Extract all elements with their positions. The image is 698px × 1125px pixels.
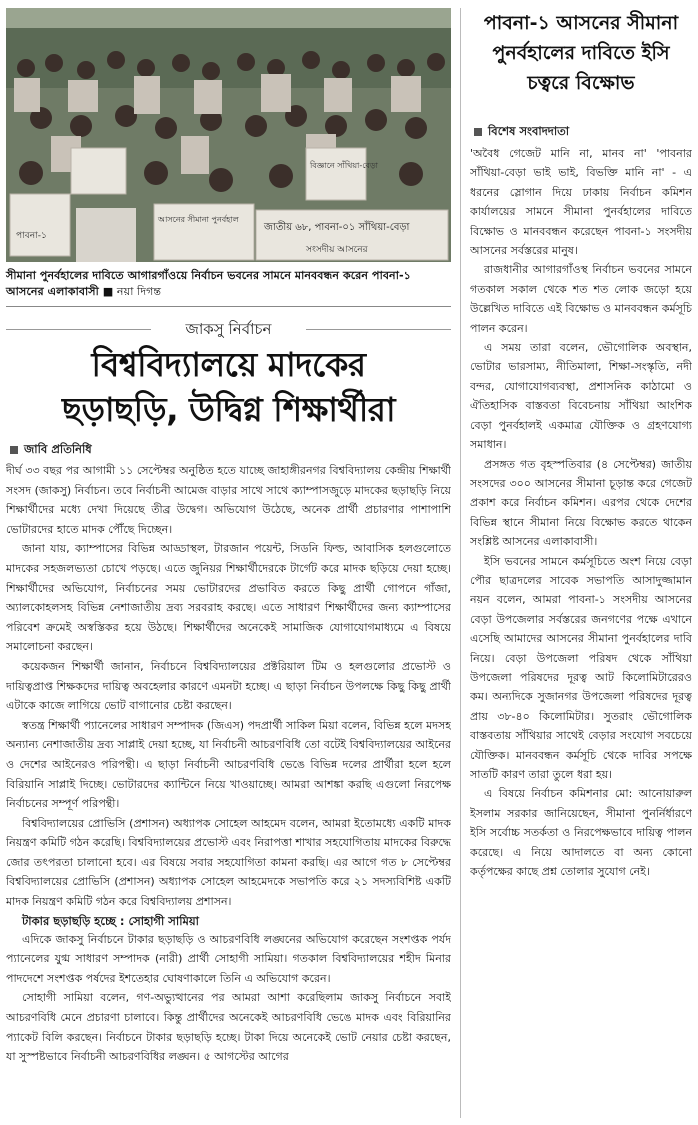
main-headline bbox=[6, 342, 451, 432]
main-paragraph: এদিকে জাকসু নির্বাচনে টাকার ছড়াছড়ি ও আচরণবিধি লঙ্ঘনের অভিযোগ করেছেন সংশপ্তক পর্যদ প্যানেলের যুগ্ম সাধারণ সম্পাদক (নারী) প্রার্থী সোহাগী সামিয়া। গতকাল বিশ্ববিদ্যালয়ের শহীদ মিনার পাদদেশে সংশপ্তক পর্ষদের ইশতেহার ঘোষণাকালে তিনি এ অভিযোগ করেন। bbox=[6, 932, 451, 985]
headline-line-1: বিশ্ববিদ্যালয়ে মাদকের bbox=[91, 345, 366, 384]
caption-divider bbox=[6, 306, 451, 307]
placard-text-5: বিজ্ঞানে সাঁথিয়া-বেড়া bbox=[310, 161, 378, 170]
main-byline-text: জাবি প্রতিনিধি bbox=[24, 442, 92, 456]
side-headline: পাবনা-১ আসনের সীমানা পুনর্বহালের দাবিতে ইসি চত্বরে বিক্ষোভ bbox=[483, 12, 679, 94]
caption-credit: ■ নয়া দিগন্ত bbox=[102, 285, 162, 298]
bullet-square-icon bbox=[10, 446, 18, 454]
story-kicker: জাকসু নির্বাচন bbox=[185, 320, 272, 338]
side-paragraph: রাজধানীর আগারগাঁওস্থ নির্বাচন ভবনের সামনে গতকাল সকাল থেকে শত শত লোক জড়ো হয়ে উল্লেখিত দাবিতে এই বিক্ষোভ ও মানববন্ধন কর্মসূচি পালন করেন। bbox=[470, 263, 692, 335]
main-story-body bbox=[6, 461, 451, 1125]
bullet-square-icon bbox=[474, 128, 482, 136]
main-paragraph: দীর্ঘ ৩৩ বছর পর আগামী ১১ সেপ্টেম্বর অনুষ্ঠিত হতে যাচ্ছে জাহাঙ্গীরনগর বিশ্ববিদ্যালয় কেন্দ্রীয় শিক্ষার্থী সংসদ (জাকসু) নির্বাচন। তবে নির্বাচনী আমেজ বাড়ার সাথে সাথে ক্যাম্পাসজুড়ে মাদকের ছড়াছড়ি নিয়ে শিক্ষার্থীদের মধ্যে দেখা দিয়েছে তীব্র উদ্বেগ। অভিযোগ উঠেছে, অনেক প্রার্থী প্রচারণার পাশাপাশি ভোটারদের হাতে মাদক পৌঁছে দিচ্ছেন। bbox=[6, 464, 451, 536]
placard-text-2: আসনের সীমানা পুনর্বহাল bbox=[158, 215, 239, 224]
side-story-body bbox=[470, 144, 692, 1119]
main-paragraph: স্বতন্ত্র শিক্ষার্থী প্যানেলের সাধারণ সম্পাদক (জিএস) পদপ্রার্থী সাকিল মিয়া বলেন, বিভিন্ন হলে মদসহ অন্যান্য নেশাজাতীয় দ্রব্য সাপ্লাই দেয়া হচ্ছে, যা নির্বাচনী আচরণবিধি তো বটেই বিশ্ববিদ্যালয়ের আইনের ও দেশের আইনেরও পরিপন্থী। এ ছাড়া নির্বাচনী আচরণবিধি ভেঙে বিভিন্ন দলের প্রার্থীরা হলে হলে বিরিয়ানি সাপ্লাই দিচ্ছে। ভোটারদের ক্যান্টিনে নিয়ে খাওয়াচ্ছে। আমরা আশঙ্কা করছি এগুলো নিরপেক্ষ নির্বাচনের সম্পূর্ণ পরিপন্থী। bbox=[6, 718, 451, 811]
side-byline bbox=[474, 123, 569, 139]
side-paragraph: ইসি ভবনের সামনে কর্মসূচিতে অংশ নিয়ে বেড়া পৌর ছাত্রদলের সাবেক সভাপতি আসাদুজ্জামান নয়ন বলেন, আমরা পাবনা-১ সংসদীয় আসনের বেড়া উপজেলার সর্বস্তরের জনগণের পক্ষে এখানে এসেছি আমাদের আসনের সীমানা পুনর্বহালের দাবি নিয়ে। বেড়া উপজেলা পরিষদ থেকে সাঁথিয়া উপজেলা পরিষদের দূরত্ব আট কিলোমিটারেরও কম। অন্যদিকে সুজানগর উপজেলা পরিষদের দূরত্ব প্রায় ৩৮-৪০ কিলোমিটার। সুতরাং ভৌগোলিক বাস্তবতায় সাঁথিয়ার সাথেই বেড়ার সংযোগ সবচেয়ে যৌক্তিক। মানববন্ধন কর্মসূচি থেকে দাবির সপক্ষে সাতটি কারণ তারা তুলে ধরা হয়। bbox=[470, 554, 692, 781]
photo-caption bbox=[6, 268, 451, 300]
placard-text-4: সংসদীয় আসনের bbox=[306, 245, 368, 255]
caption-text: সীমানা পুনর্বহালের দাবিতে আগারগাঁওয়ে নির্বাচন ভবনের সামনে মানববন্ধন করেন পাবনা-১ আসনের এলাকাবাসী bbox=[6, 269, 411, 298]
column-divider bbox=[460, 8, 461, 1118]
main-subhead: টাকার ছড়াছড়ি হচ্ছে : সোহাগী সামিয়া bbox=[22, 913, 199, 928]
main-paragraph: সোহাগী সামিয়া বলেন, গণ-অভ্যুত্থানের পর আমরা আশা করেছিলাম জাকসু নির্বাচনে সবাই আচরণবিধি মেনে প্রচারণা চালাবে। কিন্তু প্রার্থীদের অনেকেই আচরণবিধি ভেঙে মাদক এবং বিরিয়ানির প্যাকেট বিলি করছেন। নির্বাচনে টাকার ছড়াছড়ি হচ্ছে। টাকা দিয়ে অনেকেই ভোট নেয়ার চেষ্টা করছেন, যা সুস্পষ্টভাবে নির্বাচনী আচরণবিধির লঙ্ঘন। ৫ আগস্টের আগের bbox=[6, 991, 451, 1064]
placard-text-3: জাতীয় ৬৮, পাবনা-০১ সাঁথিয়া-বেড়া bbox=[264, 222, 410, 233]
side-paragraph: 'অবৈধ গেজেট মানি না, মানব না' 'পাবনার সাঁথিয়া-বেড়া ভাই ভাই, বিভক্তি মানি না' - এ ধরনের স্লোগান দিয়ে ঢাকায় নির্বাচন কমিশন কার্যালয়ের সামনে সীমানা পুনর্বহালের দাবিতে বিক্ষোভ ও মানববন্ধন করেছেন পাবনা-১ সংসদীয় আসনের সর্বস্তরের মানুষ। bbox=[470, 147, 692, 258]
main-paragraph: জানা যায়, ক্যাম্পাসের বিভিন্ন আড্ডাস্থল, টারজান পয়েন্ট, সিডনি ফিল্ড, আবাসিক হলগুলোতে মাদকের সহজলভ্যতা চোখে পড়ছে। এতে জুনিয়র শিক্ষার্থীদেরকে টার্গেট করে মাদক ছড়িয়ে দেয়া হচ্ছে। শিক্ষার্থীদের অভিযোগ, নির্বাচনের সময় ভোটারদের প্রভাবিত করতে কিছু প্রার্থী গোপনে গাঁজা, অ্যালকোহলসহ বিভিন্ন নেশাজাতীয় দ্রব্য সরবরাহ করছে। এতে সাধারণ শিক্ষার্থীদের জন্য ক্যাম্পাসের পরিবেশ ক্রমেই অস্বস্তিকর হয়ে উঠছে। শিক্ষার্থীদের অনেকেই সামাজিক যোগাযোগমাধ্যমে এ বিষয়ে সমালোচনা করছেন। bbox=[6, 542, 451, 654]
main-paragraph: বিশ্ববিদ্যালয়ের প্রোভিসি (প্রশাসন) অধ্যাপক সোহেল আহমেদ বলেন, আমরা ইতোমধ্যে একটি মাদক নিয়ন্ত্রণ কমিটি গঠন করেছি। বিশ্ববিদ্যালয়ের প্রভোস্ট এবং নিরাপত্তা শাখার সহযোগিতায় মাদকের বিরুদ্ধে জোর তৎপরতা চালানো হবে। এর বিষয়ে সবার সহযোগিতা কামনা করছি। এর আগে গত ৮ সেপ্টেম্বর বিশ্ববিদ্যালয়ের প্রোভিসি (প্রশাসন) অধ্যাপক সোহেল আহমেদকে সভাপতি করে ২১ সদস্যবিশিষ্ট একটি মাদক নিয়ন্ত্রণ কমিটি গঠন করে বিশ্ববিদ্যালয় প্রশাসন। bbox=[6, 816, 451, 909]
side-paragraph: প্রসঙ্গত গত বৃহস্পতিবার (৪ সেপ্টেম্বর) জাতীয় সংসদের ৩০০ আসনের সীমানা চূড়ান্ত করে গেজেট প্রকাশ করে নির্বাচন কমিশন। এরপর থেকে দেশের বিভিন্ন স্থানে সীমানা নিয়ে বিক্ষোভ করতে থাকেন সংশ্লিষ্ট আসনের এলাকাবাসী। bbox=[470, 457, 692, 549]
protest-crowd-image bbox=[6, 8, 451, 262]
side-paragraph: এ সময় তারা বলেন, ভৌগোলিক অবস্থান, ভোটার ভারসাম্য, নীতিমালা, শিক্ষা-সংস্কৃতি, নদী বন্দর, যোগাযোগব্যবস্থা, প্রশাসনিক কাঠামো ও ঐতিহাসিক বাস্তবতা বিবেচনায় সাঁথিয়া আংশিক বেড়া পুনর্বহালই একমাত্র যৌক্তিক ও গ্রহণযোগ্য সমাধান। bbox=[470, 341, 692, 452]
side-paragraph: এ বিষয়ে নির্বাচন কমিশনার মো: আনোয়ারুল ইসলাম সরকার জানিয়েছেন, সীমানা পুনর্নির্ধারণে ইসি সর্বোচ্চ সতর্কতা ও নিরপেক্ষভাবে দায়িত্ব পালন করেছে। এ নিয়ে আদালতে বা অন্য কোনো কর্তৃপক্ষের কাছে প্রশ্ন তোলার সুযোগ নেই। bbox=[470, 787, 692, 879]
placard-text-1: পাবনা-১ bbox=[16, 231, 47, 241]
side-byline-text: বিশেষ সংবাদদাতা bbox=[488, 124, 570, 138]
main-byline bbox=[10, 441, 92, 457]
headline-line-2: ছড়াছড়ি, উদ্বিগ্ন শিক্ষার্থীরা bbox=[61, 390, 396, 429]
main-paragraph: কয়েকজন শিক্ষার্থী জানান, নির্বাচনে বিশ্ববিদ্যালয়ের প্রক্টরিয়াল টিম ও হলগুলোর প্রভোস্ট ও দায়িত্বপ্রাপ্ত শিক্ষকদের দায়িত্ব অবহেলার কারণে এমনটা হচ্ছে। এ ছাড়া নির্বাচন উপলক্ষে কিছু কিছু প্রার্থী এটাকে কাজে লাগিয়ে ভোট বাগানোর চেষ্টা করছেন। bbox=[6, 659, 451, 713]
protest-photo bbox=[6, 8, 451, 262]
kicker-row bbox=[6, 318, 451, 340]
